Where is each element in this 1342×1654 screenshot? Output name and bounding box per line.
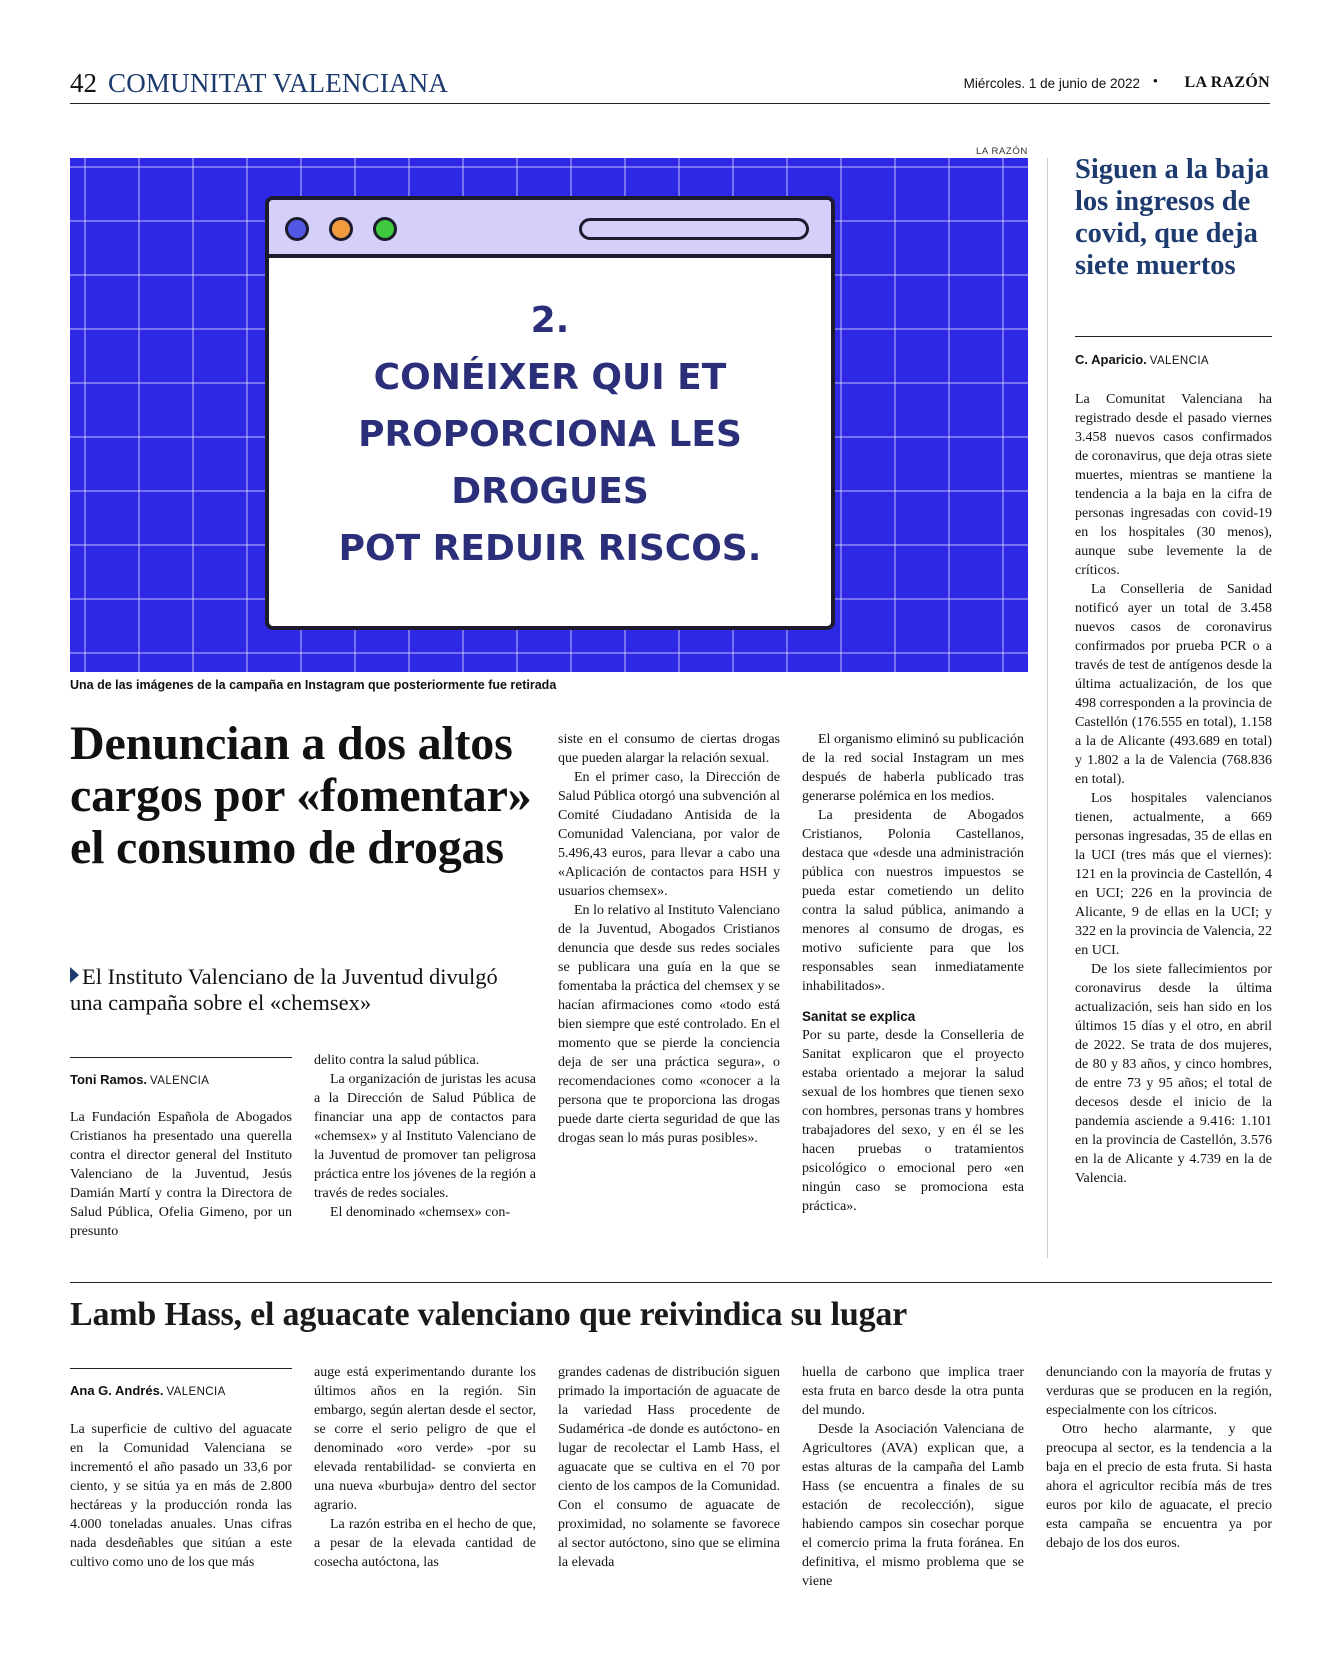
- paragraph: De los siete fallecimientos por coronavirus desde la última actualización, seis han sido en los últimos 15 días y el otro, en abril de 2022. Se trata de dos mujeres, de 80 y 83 años, y cinco hombres, de entre 73 y 95 años; el total de decesos desde el inicio de la pandemia asciende a 9.416: 1.101 en la provincia de Castellón, 3.576 en la de Alicante y 4.739 en la de Valencia.: [1075, 962, 1272, 1186]
- byline-rule: [1075, 336, 1272, 337]
- campaign-line: 2.: [530, 300, 570, 341]
- section-rule: [70, 1282, 1272, 1283]
- window-dot-green-icon: [373, 217, 397, 241]
- author-name: Ana G. Andrés.: [70, 1383, 164, 1398]
- main-col-3: [558, 730, 780, 1148]
- campaign-line: DROGUES: [451, 471, 649, 512]
- bottom-col-2: [314, 1363, 536, 1572]
- issue-date: Miércoles. 1 de junio de 2022: [963, 76, 1140, 91]
- paragraph: Por su parte, desde la Conselleria de Sanitat explicaron que el proyecto estaba orientado a mejorar la salud sexual de los hombres que tienen sexo con hombres, personas trans y hombres trabajadores del sexo, y en él se les hacen pruebas o tratamientos psicológico o emocional pero «en ningún caso se promociona esta práctica».: [802, 1028, 1024, 1214]
- byline-location: VALENCIA: [166, 1386, 226, 1398]
- triangle-bullet-icon: [70, 967, 79, 983]
- paragraph: El denominado «chemsex» con-: [330, 1205, 511, 1220]
- campaign-line: PROPORCIONA LES: [358, 414, 742, 455]
- paragraph: grandes cadenas de distribución siguen primado la importación de aguacate de la variedad Hass procedente de Sudamérica -de donde es autóctono- en lugar de recolectar el Lamb Hass, el aguacate que se cultiva en el 70 por ciento de los campos de la Comunidad. Con el consumo de aguacate de proximidad, no solamente se favorece al sector autóctono, sino que se elimina la elevada: [558, 1365, 780, 1570]
- paragraph: siste en el consumo de ciertas drogas que pueden alargar la relación sexual.: [558, 732, 780, 766]
- bottom-col-5: [1046, 1363, 1272, 1553]
- bottom-headline: Lamb Hass, el aguacate valenciano que reivindica su lugar: [70, 1296, 908, 1333]
- paragraph: huella de carbono que implica traer esta fruta en barco desde la otra punta del mundo.: [802, 1365, 1024, 1418]
- main-subhead: [70, 964, 530, 1016]
- window-titlebar: [269, 200, 831, 258]
- paragraph: La Conselleria de Sanidad notificó ayer un total de 3.458 nuevos casos de coronavirus confirmados por prueba PCR o a través de test de antígenos desde la última actualización, de los que 498 corresponden a la provincia de Castellón (176.555 en total), 1.158 a la de Alicante (493.689 en total) y 1.802 a la de Valencia (768.836 en total).: [1075, 582, 1272, 787]
- bottom-byline: [70, 1383, 226, 1398]
- paragraph: auge está experimentando durante los últimos años en la región. Sin embargo, según alertan desde el sector, se corre el serio peligro de que el denominado «oro verde» -por su elevada rentabilidad- se convierta en una nueva «burbuja» dentro del sector agrario.: [314, 1365, 536, 1513]
- subhead-text: El Instituto Valenciano de la Juventud divulgó una campaña sobre el «chemsex»: [70, 964, 498, 1015]
- paragraph: Otro hecho alarmante, y que preocupa al sector, es la tendencia a la baja en el precio de esta fruta. Si hasta ahora el agricultor recibía más de tres euros por kilo de aguacate, el precio esta campaña se encuentra ya por debajo de los dos euros.: [1046, 1422, 1272, 1551]
- header-separator: •: [1152, 74, 1158, 90]
- campaign-line: CONÉIXER QUI ET: [373, 357, 727, 398]
- main-byline: [70, 1072, 209, 1087]
- section-subhead: Sanitat se explica: [802, 1009, 916, 1024]
- paragraph: delito contra la salud pública.: [314, 1053, 480, 1068]
- page-header: [70, 64, 1270, 104]
- byline-location: VALENCIA: [1149, 355, 1209, 367]
- paragraph: La superficie de cultivo del aguacate en la Comunidad Valenciana se incrementó el año pasado un 33,6 por ciento, y se sitúa ya en más de 2.800 hectáreas y la producción ronda las 4.000 toneladas anuales. Unas cifras nada desdeñables que sitúan a este cultivo como uno de los que más: [70, 1422, 292, 1570]
- paragraph: La Fundación Española de Abogados Cristianos ha presentado una querella contra el director general del Instituto Valenciano de la Juventud, Jesús Damián Martí y contra la Directora de Salud Pública, Ofelia Gimeno, por un presunto: [70, 1110, 292, 1239]
- campaign-message: [269, 292, 831, 577]
- main-headline: Denuncian a dos altos cargos por «fomentar» el consumo de drogas: [70, 717, 532, 874]
- column-divider: [1047, 158, 1048, 1258]
- paragraph: Los hospitales valencianos tienen, actualmente, a 669 personas ingresadas, 35 de ellas en la UCI (tres más que el viernes): 121 en la provincia de Castellón, 4 en UCI; 226 en la provincia de Alicante, 9 de ellas en la UCI; y 322 en la provincia de Valencia, 22 en UCI.: [1075, 791, 1272, 958]
- author-name: Toni Ramos.: [70, 1072, 148, 1087]
- paragraph: Desde la Asociación Valenciana de Agricultores (AVA) explican que, a estas alturas de la campaña del Lamb Hass (se encuentra a finales de su estación de recolección), sigue habiendo campos sin cosechar porque el comercio prima la fruta foránea. En definitiva, el mismo problema que se viene: [802, 1422, 1024, 1589]
- photo-caption: Una de las imágenes de la campaña en Instagram que posteriormente fue retirada: [70, 678, 557, 692]
- author-name: C. Aparicio.: [1075, 352, 1147, 367]
- paragraph: En el primer caso, la Dirección de Salud Pública otorgó una subvención al Comité Ciudadano Antisida de la Comunidad Valenciana, por valor de 5.496,43 euros, para llevar a cabo una «Aplicación de contactos para HSH y usuarios chemsex».: [558, 770, 780, 899]
- paragraph: La razón estriba en el hecho de que, a pesar de la elevada cantidad de cosecha autóctona, las: [314, 1517, 536, 1570]
- browser-window-graphic: [265, 196, 835, 630]
- paragraph: La Comunitat Valenciana ha registrado desde el pasado viernes 3.458 nuevos casos confirmados de coronavirus, que deja otras siete muertes, mientras se mantiene la tendencia a la baja en la cifra de personas ingresadas con covid-19 en los hospitales (30 menos), aunque sube levemente la de críticos.: [1075, 392, 1272, 578]
- campaign-line: POT REDUIR RISCOS.: [338, 528, 762, 569]
- window-dot-blue-icon: [285, 217, 309, 241]
- sidebar-byline: [1075, 352, 1209, 367]
- main-col-2: [314, 1051, 536, 1222]
- bottom-col-3: [558, 1363, 780, 1572]
- paragraph: La organización de juristas les acusa a la Dirección de Salud Pública de financiar una app de contactos para «chemsex» y al Instituto Valenciano de la Juventud de promover tan peligrosa práctica entre los jóvenes de la región a través de redes sociales.: [314, 1072, 536, 1201]
- sidebar-headline: Siguen a la baja los ingresos de covid, que deja siete muertos: [1075, 154, 1270, 281]
- paragraph: denunciando con la mayoría de frutas y verduras que se producen en la región, especialmente con los cítricos.: [1046, 1365, 1272, 1418]
- main-col-4: [802, 730, 1024, 1216]
- bottom-col-4: [802, 1363, 1024, 1591]
- paragraph: El organismo eliminó su publicación de la red social Instagram un mes después de haberla publicado tras generarse polémica en los medios.: [802, 732, 1024, 804]
- byline-location: VALENCIA: [150, 1075, 210, 1087]
- main-col-1: [70, 1108, 292, 1241]
- byline-rule: [70, 1057, 292, 1058]
- section-name: COMUNITAT VALENCIANA: [108, 68, 449, 98]
- sidebar-body: [1075, 390, 1272, 1188]
- window-dot-orange-icon: [329, 217, 353, 241]
- paragraph: En lo relativo al Instituto Valenciano de la Juventud, Abogados Cristianos denuncia que desde sus redes sociales se publicara una guía en la que se fomentaba la práctica del chemsex y se hacían afirmaciones como «todo está bien siempre que esté controlado. En el momento que se pierde la conciencia deja de ser una práctica segura», o recomendaciones como «conocer a la persona que te proporciona las drogas puede darte cierta seguridad de que las drogas sean lo más puras posibles».: [558, 903, 780, 1146]
- window-url-bar: [579, 218, 809, 240]
- photo-credit: LA RAZÓN: [976, 146, 1028, 157]
- paragraph: La presidenta de Abogados Cristianos, Polonia Castellanos, destaca que «desde una administración pública con nuestros impuestos se pueda estar cometiendo un delito contra la salud pública, animando a menores al consumo de drogas, es motivo suficiente para que los responsables sean inmediatamente inhabilitados».: [802, 808, 1024, 994]
- campaign-illustration: [70, 158, 1028, 672]
- newspaper-brand: LA RAZÓN: [1184, 74, 1270, 91]
- page-number: 42: [70, 68, 97, 98]
- byline-rule: [70, 1368, 292, 1369]
- bottom-col-1: [70, 1420, 292, 1572]
